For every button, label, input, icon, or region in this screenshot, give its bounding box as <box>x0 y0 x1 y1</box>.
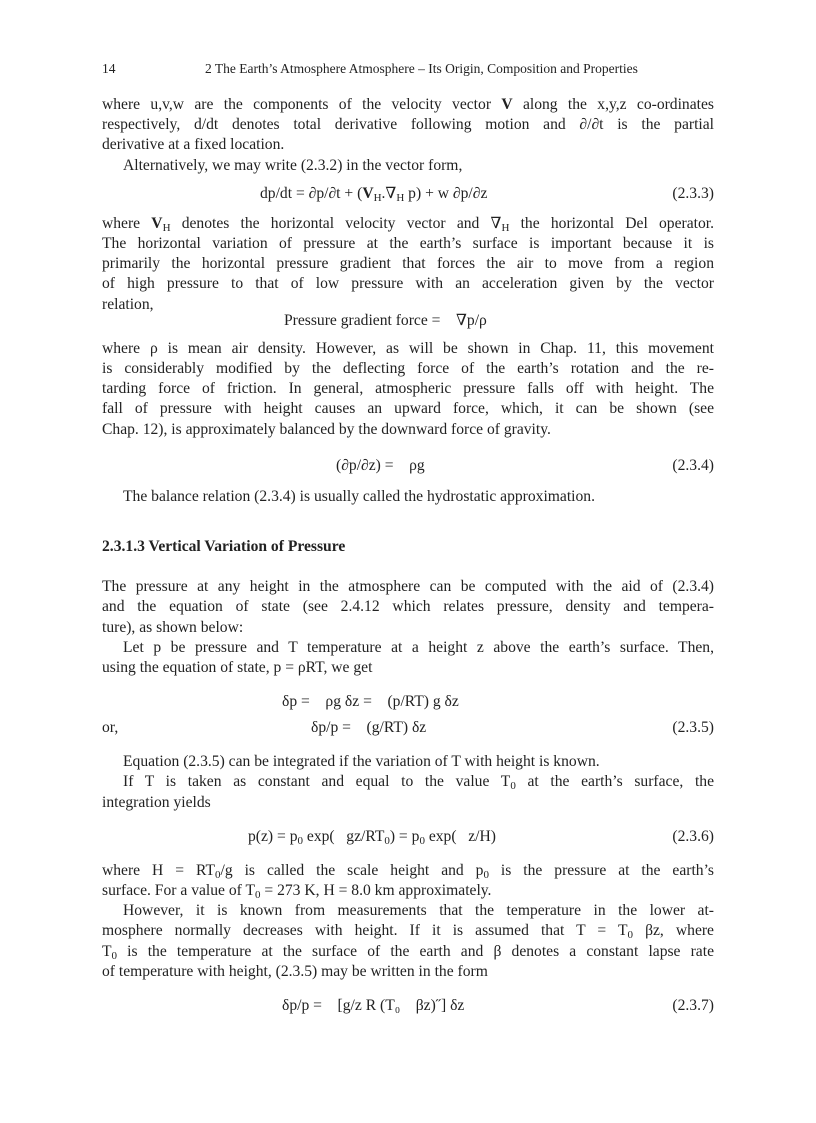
text-line: derivative at a fixed location. <box>102 136 285 154</box>
paragraph: Alternatively, we may write (2.3.2) in the vector form, <box>123 156 463 174</box>
paragraph <box>102 772 714 812</box>
equation-expression: (∂p/∂z) = ρg <box>336 456 425 474</box>
text-line: Let p be pressure and T temperature at a height z above the earth’s surface. Then, <box>123 638 714 656</box>
equation-expression: δp/p = [g/ᴢ R (T₀ βz)˝] δz <box>282 997 465 1015</box>
equation-number: (2.3.6) <box>672 827 714 845</box>
text-line: of high pressure to that of low pressure with an acceleration given by the vector <box>102 275 714 293</box>
equation-2-3-5 <box>102 718 714 738</box>
equation-expression: $p(z) = p_0$ exp( $gz/RT_0) = p_0$ exp( z/H) <box>248 827 496 847</box>
text-line: where $H = RT_0/g$ is called the scale height and $p_0$ is the pressure at the earth’s <box>102 861 714 881</box>
equation-pressure-gradient-force <box>102 311 714 331</box>
text-line: The pressure at any height in the atmosphere can be computed with the aid of (2.3.4) <box>102 578 714 596</box>
text-line: where ρ is mean air density. However, as will be shown in Chap. 11, this movement <box>102 339 714 357</box>
paragraph <box>102 901 714 982</box>
text-line: respectively, d/dt denotes total derivative following motion and ∂/∂t is the partial <box>102 116 714 134</box>
text-line: fall of pressure with height causes an upward force, which, it can be shown (see <box>102 400 714 418</box>
text-line: ture), as shown below: <box>102 618 244 636</box>
paragraph: The balance relation (2.3.4) is usually called the hydrostatic approximation. <box>123 487 595 505</box>
text-line: $T_0$ is the temperature at the surface of the earth and β denotes a constant lapse rate <box>102 942 714 962</box>
equation-lead: or, <box>102 719 119 737</box>
equation-expression: δp/p = (g/RT) δz <box>311 719 427 737</box>
page-number: 14 <box>102 61 116 76</box>
paragraph <box>102 861 714 901</box>
page-body <box>102 95 714 1016</box>
paragraph <box>102 577 714 638</box>
text-line: using the equation of state, p = ρRT, we get <box>102 659 373 677</box>
equation-expression: δp = ρg δz = (p/RT) g δz <box>282 693 459 711</box>
text-line: primarily the horizontal pressure gradient that forces the air to move from a region <box>102 255 714 273</box>
equation-expression: Pressure gradient force = ∇p/ρ <box>284 311 487 329</box>
text-line: where u,v,w are the components of the velocity vector V along the x,y,z co-ordinates <box>102 96 714 113</box>
text-line: The horizontal variation of pressure at the earth’s surface is important because it is <box>102 235 714 253</box>
text-line: If T is taken as constant and equal to the value $T_0$ at the earth’s surface, the <box>123 773 714 793</box>
text-line: where $V_H$ denotes the horizontal velocity vector and $\nabla_H$ the horizontal Del operator. <box>102 214 714 234</box>
equation-dp <box>102 692 714 712</box>
equation-number: (2.3.4) <box>672 456 714 474</box>
text-line: mosphere normally decreases with height. If it is assumed that $T = T_0$ βz, where <box>102 922 714 942</box>
text-line: relation, <box>102 295 154 313</box>
text-line: tarding force of friction. In general, atmospheric pressure falls off with height. The <box>102 380 714 398</box>
text-line: is considerably modified by the deflecting force of the earth’s rotation and the re- <box>102 360 714 378</box>
equation-number: (2.3.5) <box>672 719 714 737</box>
equation-2-3-6 <box>102 827 714 847</box>
text-line: surface. For a value of $T_0 = 273$ K, H = 8.0 km approximately. <box>102 882 492 902</box>
paragraph <box>102 214 714 315</box>
paragraph: Equation (2.3.5) can be integrated if the variation of T with height is known. <box>123 753 600 771</box>
text-line: integration yields <box>102 793 211 811</box>
text-line: and the equation of state (see 2.4.12 which relates pressure, density and tempera- <box>102 598 714 616</box>
equation-number: (2.3.3) <box>672 184 714 202</box>
equation-2-3-7 <box>102 996 714 1016</box>
page-header <box>102 61 714 77</box>
equation-2-3-3 <box>102 184 714 204</box>
equation-number: (2.3.7) <box>672 997 714 1015</box>
text-line: However, it is known from measurements that the temperature in the lower at- <box>123 902 714 920</box>
paragraph <box>102 95 714 156</box>
running-title: 2 The Earth’s Atmosphere Atmosphere – Its Origin, Composition and Properties <box>205 61 638 76</box>
paragraph <box>102 638 714 678</box>
section-heading: 2.3.1.3 Vertical Variation of Pressure <box>102 538 346 556</box>
equation-2-3-4 <box>102 456 714 476</box>
text-line: Chap. 12), is approximately balanced by the downward force of gravity. <box>102 420 551 438</box>
equation-expression: $dp/dt = \partial p/\partial t + (V_H.\nabla_H$ p) + w ∂p/∂z <box>260 184 488 204</box>
paragraph <box>102 339 714 440</box>
text-line: of temperature with height, (2.3.5) may be written in the form <box>102 962 488 980</box>
